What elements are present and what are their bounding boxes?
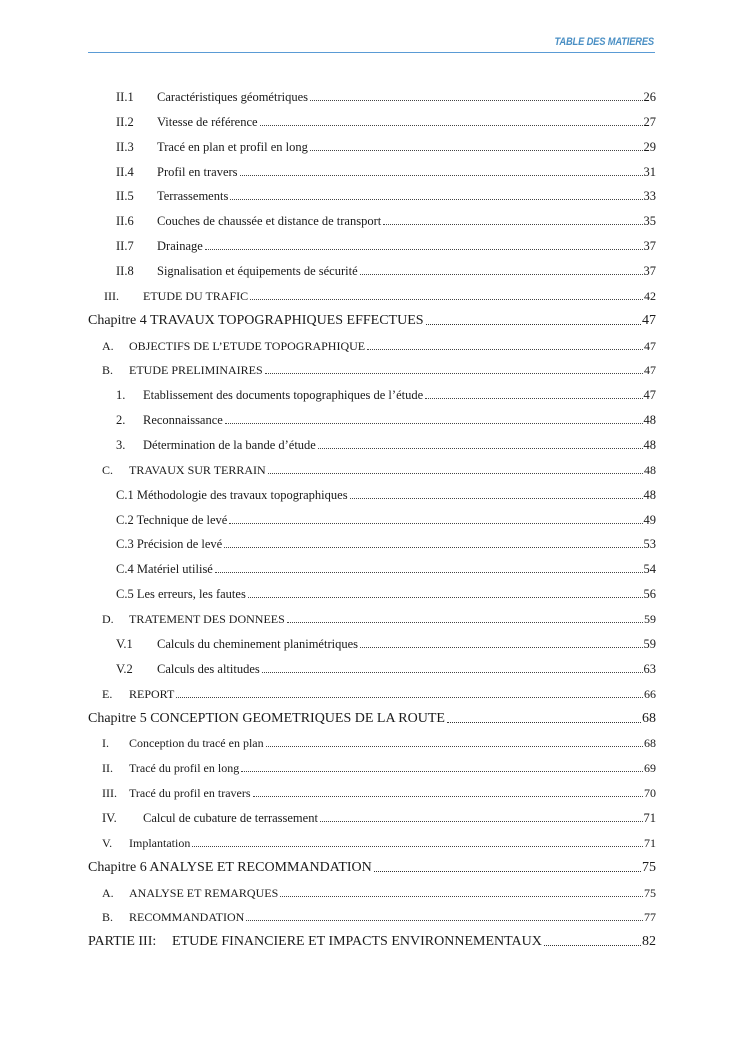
toc-entry[interactable] bbox=[88, 308, 656, 328]
dot-leader bbox=[241, 770, 643, 772]
toc-entry-page-number: 35 bbox=[643, 214, 656, 229]
toc-entry-title: Chapitre 4 TRAVAUX TOPOGRAPHIQUES EFFECTUES bbox=[88, 312, 424, 328]
toc-entry-number: 2. bbox=[116, 413, 126, 428]
toc-entry-number: 3. bbox=[116, 438, 126, 453]
toc-entry[interactable] bbox=[116, 134, 656, 154]
toc-entry[interactable] bbox=[102, 780, 656, 801]
toc-entry[interactable] bbox=[116, 159, 656, 179]
toc-entry[interactable] bbox=[102, 457, 656, 477]
toc-entry-page-number: 33 bbox=[643, 189, 656, 204]
toc-entry-number: B. bbox=[102, 910, 114, 925]
toc-entry-number: V. bbox=[102, 835, 113, 850]
dot-leader bbox=[266, 745, 643, 747]
toc-entry[interactable] bbox=[116, 208, 656, 229]
toc-entry-page-number: 53 bbox=[643, 537, 656, 552]
toc-entry[interactable] bbox=[88, 855, 656, 875]
dot-leader bbox=[176, 696, 643, 698]
toc-entry-page-number: 68 bbox=[644, 736, 656, 751]
toc-entry-title: Chapitre 6 ANALYSE ET RECOMMANDATION bbox=[88, 859, 372, 875]
toc-entry-page-number: 69 bbox=[644, 761, 656, 776]
toc-entry-number: II.4 bbox=[116, 164, 134, 179]
toc-entry[interactable] bbox=[116, 109, 656, 129]
toc-entry[interactable] bbox=[116, 382, 656, 403]
toc-entry-title: ETUDE FINANCIERE ET IMPACTS ENVIRONNEMENTAUX bbox=[172, 934, 542, 950]
dot-leader bbox=[544, 944, 641, 946]
toc-entry-number: II. bbox=[102, 761, 113, 776]
toc-entry-title: Tracé du profil en long bbox=[129, 761, 240, 776]
dot-leader bbox=[367, 348, 643, 350]
toc-entry-page-number: 48 bbox=[643, 413, 656, 428]
toc-entry-page-number: 59 bbox=[643, 636, 656, 651]
dot-leader bbox=[426, 323, 641, 325]
dot-leader bbox=[374, 870, 641, 872]
toc-entry-page-number: 47 bbox=[643, 388, 656, 403]
toc-entry-title: Etablissement des documents topographiques de l’étude bbox=[143, 388, 424, 403]
toc-entry-title: Tracé du profil en travers bbox=[129, 786, 251, 801]
dot-leader bbox=[225, 422, 643, 424]
toc-entry[interactable] bbox=[102, 357, 656, 378]
toc-entry-title: C.5 Les erreurs, les fautes bbox=[116, 587, 246, 602]
toc-entry[interactable] bbox=[102, 681, 656, 701]
toc-entry-number: E. bbox=[102, 686, 113, 701]
toc-entry-page-number: 47 bbox=[644, 363, 656, 378]
toc-entry-number: III. bbox=[104, 288, 119, 303]
dot-leader bbox=[310, 99, 643, 101]
toc-entry-number: II.5 bbox=[116, 189, 134, 204]
toc-entry-page-number: 31 bbox=[643, 164, 656, 179]
dot-leader bbox=[447, 721, 641, 723]
dot-leader bbox=[383, 223, 642, 225]
toc-entry[interactable] bbox=[116, 183, 656, 204]
toc-entry-title: TRAVAUX SUR TERRAIN bbox=[129, 462, 266, 477]
toc-entry-number: C. bbox=[102, 462, 114, 477]
toc-entry-number: A. bbox=[102, 885, 114, 900]
toc-entry[interactable] bbox=[116, 482, 656, 502]
toc-entry[interactable] bbox=[102, 333, 656, 353]
dot-leader bbox=[250, 298, 643, 300]
toc-entry-title: Caractéristiques géométriques bbox=[157, 90, 308, 104]
toc-entry-page-number: 71 bbox=[644, 835, 656, 850]
toc-entry[interactable] bbox=[102, 606, 656, 627]
toc-entry-title: ETUDE DU TRAFIC bbox=[143, 288, 249, 303]
toc-entry-number: II.2 bbox=[116, 114, 134, 129]
toc-entry[interactable] bbox=[116, 581, 656, 601]
toc-entry-title: Implantation bbox=[129, 835, 191, 850]
toc-entry-page-number: 49 bbox=[643, 512, 656, 527]
toc-entry-number: PARTIE III: bbox=[88, 934, 157, 950]
toc-entry-number: II.7 bbox=[116, 239, 134, 254]
toc-entry-title: Signalisation et équipements de sécurité bbox=[157, 264, 358, 279]
toc-entry-title: C.1 Méthodologie des travaux topographiques bbox=[116, 487, 348, 502]
dot-leader bbox=[350, 497, 643, 499]
toc-entry-page-number: 63 bbox=[643, 661, 656, 676]
toc-entry-page-number: 26 bbox=[643, 90, 656, 104]
toc-entry[interactable] bbox=[102, 880, 656, 900]
dot-leader bbox=[240, 174, 643, 176]
toc-entry-page-number: 27 bbox=[643, 114, 656, 129]
toc-entry-title: Terrassements bbox=[157, 189, 229, 204]
toc-entry[interactable] bbox=[102, 755, 656, 776]
toc-entry-page-number: 47 bbox=[644, 338, 656, 353]
dot-leader bbox=[215, 571, 643, 573]
toc-entry-title: C.3 Précision de levé bbox=[116, 537, 223, 552]
dot-leader bbox=[224, 546, 642, 548]
toc-entry[interactable] bbox=[102, 904, 656, 925]
dot-leader bbox=[253, 795, 643, 797]
toc-entry-title: Calculs des altitudes bbox=[157, 661, 260, 676]
toc-entry[interactable] bbox=[104, 283, 656, 303]
toc-entry[interactable] bbox=[116, 556, 656, 576]
toc-entry-number: D. bbox=[102, 612, 114, 627]
toc-entry[interactable] bbox=[102, 730, 656, 751]
toc-entry[interactable] bbox=[116, 258, 656, 279]
header-divider bbox=[88, 52, 655, 53]
toc-entry-page-number: 59 bbox=[644, 612, 656, 627]
toc-entry-page-number: 68 bbox=[642, 710, 656, 726]
dot-leader bbox=[425, 397, 642, 399]
toc-entry[interactable] bbox=[102, 830, 656, 850]
toc-entry[interactable] bbox=[116, 432, 656, 453]
dot-leader bbox=[248, 596, 643, 598]
toc-entry-title: Calcul de cubature de terrassement bbox=[143, 810, 318, 825]
toc-entry-number: A. bbox=[102, 338, 114, 353]
toc-entry[interactable] bbox=[88, 706, 656, 726]
toc-entry-title: Couches de chaussée et distance de transport bbox=[157, 214, 382, 229]
toc-entry-page-number: 56 bbox=[643, 587, 656, 602]
toc-entry-number: IV. bbox=[102, 810, 117, 825]
toc-entry-title: REPORT bbox=[129, 686, 175, 701]
toc-entry-page-number: 48 bbox=[644, 462, 656, 477]
toc-entry[interactable] bbox=[102, 805, 656, 825]
dot-leader bbox=[229, 522, 642, 524]
dot-leader bbox=[320, 820, 643, 822]
dot-leader bbox=[260, 124, 643, 126]
toc-entry-title: OBJECTIFS DE L’ETUDE TOPOGRAPHIQUE bbox=[129, 338, 366, 353]
toc-entry-page-number: 37 bbox=[643, 264, 656, 279]
toc-entry-page-number: 29 bbox=[643, 139, 656, 154]
dot-leader bbox=[360, 646, 643, 648]
toc-entry-title: Chapitre 5 CONCEPTION GEOMETRIQUES DE LA ROUTE bbox=[88, 710, 445, 726]
dot-leader bbox=[318, 447, 643, 449]
toc-entry-title: Reconnaissance bbox=[143, 413, 223, 428]
toc-entry-number: 1. bbox=[116, 388, 126, 403]
toc-entry[interactable] bbox=[116, 507, 656, 527]
toc-entry[interactable] bbox=[116, 531, 656, 551]
dot-leader bbox=[310, 149, 643, 151]
running-header-title: TABLE DES MATIERES bbox=[554, 36, 654, 48]
toc-entry-title: ANALYSE ET REMARQUES bbox=[129, 885, 279, 900]
dot-leader bbox=[230, 198, 642, 200]
toc-entry-number: I. bbox=[102, 736, 109, 751]
dot-leader bbox=[246, 919, 643, 921]
dot-leader bbox=[268, 472, 643, 474]
toc-entry-page-number: 48 bbox=[643, 487, 656, 502]
toc-entry-number: II.3 bbox=[116, 139, 134, 154]
toc-entry-title: Tracé en plan et profil en long bbox=[157, 139, 308, 154]
toc-entry-title: Drainage bbox=[157, 239, 203, 254]
dot-leader bbox=[192, 845, 643, 847]
toc-entry-number: V.2 bbox=[116, 661, 133, 676]
toc-entry[interactable] bbox=[116, 631, 656, 651]
toc-entry-title: C.2 Technique de levé bbox=[116, 512, 228, 527]
toc-entry-page-number: 66 bbox=[644, 686, 656, 701]
toc-entry-page-number: 75 bbox=[642, 859, 656, 875]
toc-entry-page-number: 47 bbox=[642, 312, 656, 328]
toc-entry-title: RECOMMANDATION bbox=[129, 910, 245, 925]
toc-entry-number: III. bbox=[102, 786, 117, 801]
toc-entry-number: II.8 bbox=[116, 264, 134, 279]
dot-leader bbox=[205, 248, 643, 250]
toc-entry-title: C.4 Matériel utilisé bbox=[116, 562, 213, 577]
toc-entry-number: II.1 bbox=[116, 90, 134, 104]
toc-entry-title: TRATEMENT DES DONNEES bbox=[129, 612, 285, 627]
toc-entry-title: Conception du tracé en plan bbox=[129, 736, 264, 751]
toc-entry[interactable] bbox=[116, 233, 656, 254]
toc-entry-number: V.1 bbox=[116, 636, 133, 651]
toc-entry[interactable] bbox=[116, 656, 656, 676]
toc-entry[interactable] bbox=[116, 84, 656, 104]
dot-leader bbox=[262, 671, 643, 673]
toc-entry[interactable] bbox=[88, 929, 656, 950]
toc-entry-page-number: 82 bbox=[642, 934, 656, 950]
toc-entry-page-number: 54 bbox=[643, 562, 656, 577]
toc-entry-page-number: 75 bbox=[644, 885, 656, 900]
dot-leader bbox=[287, 621, 643, 623]
toc-entry[interactable] bbox=[116, 407, 656, 428]
dot-leader bbox=[265, 372, 643, 374]
toc-entry-title: Profil en travers bbox=[157, 164, 238, 179]
toc-entry-page-number: 77 bbox=[644, 910, 656, 925]
toc-entry-title: Vitesse de référence bbox=[157, 114, 258, 129]
toc-entry-page-number: 37 bbox=[643, 239, 656, 254]
toc-entry-page-number: 48 bbox=[643, 438, 656, 453]
toc-entry-title: Calculs du cheminement planimétriques bbox=[157, 636, 358, 651]
toc-entry-title: Détermination de la bande d’étude bbox=[143, 438, 316, 453]
dot-leader bbox=[360, 273, 643, 275]
toc-entry-page-number: 70 bbox=[644, 786, 656, 801]
toc-entry-page-number: 42 bbox=[644, 288, 656, 303]
toc-entry-page-number: 71 bbox=[643, 810, 656, 825]
toc-entry-number: II.6 bbox=[116, 214, 134, 229]
toc-entry-title: ETUDE PRELIMINAIRES bbox=[129, 363, 263, 378]
toc-entry-number: B. bbox=[102, 363, 114, 378]
dot-leader bbox=[280, 895, 643, 897]
